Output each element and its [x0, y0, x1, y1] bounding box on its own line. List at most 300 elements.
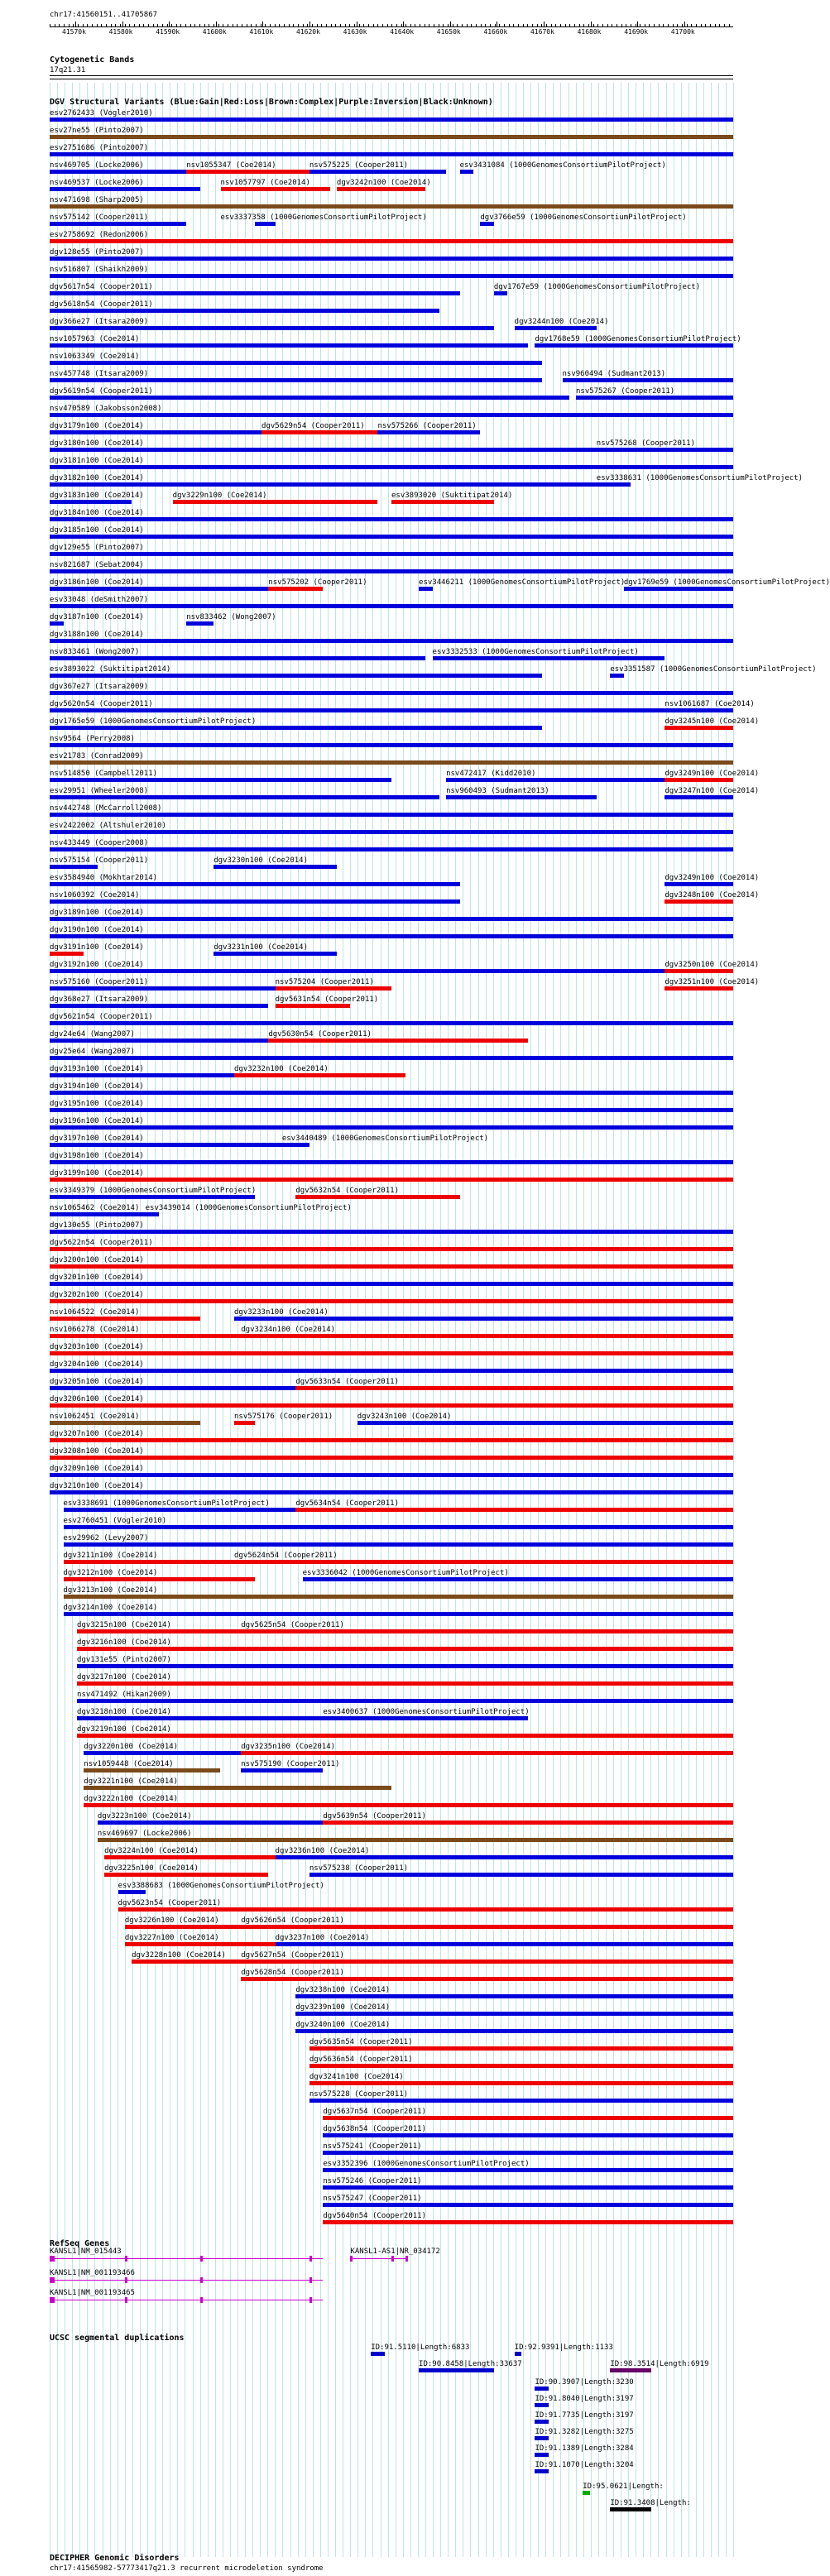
dgv-variant-bar[interactable] [309, 1873, 733, 1877]
dgv-variant-bar[interactable] [50, 222, 186, 226]
dgv-variant-bar[interactable] [419, 587, 433, 591]
dgv-variant-bar[interactable] [84, 1768, 220, 1772]
dgv-variant-label[interactable]: dgv5634n54 (Cooper2011) [295, 1499, 399, 1508]
dgv-variant-bar[interactable] [50, 482, 610, 487]
dgv-variant-label[interactable]: dgv3188n100 (Coe2014) [50, 631, 144, 639]
dgv-variant-label[interactable]: esv3349379 (1000GenomesConsortiumPilotProject) [50, 1187, 257, 1195]
dgv-variant-bar[interactable] [50, 1299, 733, 1303]
refseq-exon[interactable] [309, 2256, 312, 2262]
dgv-variant-bar[interactable] [77, 1647, 733, 1651]
dgv-variant-label[interactable]: nsv1066278 (Coe2014) [50, 1326, 140, 1334]
refseq-exon[interactable] [391, 2256, 394, 2262]
dgv-variant-bar[interactable] [323, 2168, 733, 2172]
dgv-variant-bar[interactable] [50, 708, 664, 712]
dgv-variant-bar[interactable] [563, 378, 734, 382]
dgv-variant-label[interactable]: dgv3245n100 (Coe2014) [664, 717, 760, 726]
dgv-variant-label[interactable]: esv2760451 (Vogler2010) [63, 1517, 167, 1525]
dgv-variant-bar[interactable] [84, 1803, 733, 1807]
dgv-variant-bar[interactable] [309, 2064, 733, 2068]
dgv-variant-label[interactable]: dgv3243n100 (Coe2014) [357, 1413, 452, 1421]
dgv-variant-label[interactable]: nsv457748 (Itsara2009) [50, 370, 149, 378]
dgv-variant-label[interactable]: dgv5636n54 (Cooper2011) [309, 2056, 413, 2064]
refseq-exon[interactable] [50, 2256, 55, 2262]
dgv-variant-bar[interactable] [173, 500, 378, 504]
segdup-bar[interactable] [535, 2420, 549, 2424]
dgv-variant-label[interactable]: dgv130e55 (Pinto2007) [50, 1221, 144, 1230]
dgv-variant-label[interactable]: dgv3180n100 (Coe2014) [50, 439, 144, 448]
dgv-variant-bar[interactable] [276, 1004, 351, 1008]
dgv-variant-label[interactable]: nsv960494 (Sudmant2013) [562, 370, 666, 378]
dgv-variant-label[interactable]: esv3584940 (Mokhtar2014) [50, 874, 158, 882]
dgv-variant-bar[interactable] [104, 1873, 268, 1877]
dgv-variant-bar[interactable] [98, 1820, 324, 1825]
dgv-variant-bar[interactable] [234, 1073, 405, 1077]
dgv-variant-bar[interactable] [50, 1178, 733, 1182]
segdup-bar[interactable] [535, 2387, 549, 2391]
segdup-bar[interactable] [535, 2436, 549, 2440]
dgv-variant-bar[interactable] [610, 674, 624, 678]
dgv-variant-label[interactable]: esv33048 (deSmith2007) [50, 596, 149, 604]
dgv-variant-label[interactable]: dgv3229n100 (Coe2014) [172, 492, 267, 500]
dgv-variant-bar[interactable] [125, 1942, 276, 1946]
dgv-variant-label[interactable]: dgv5629n54 (Cooper2011) [261, 422, 365, 430]
dgv-variant-bar[interactable] [186, 621, 213, 626]
dgv-variant-bar[interactable] [50, 1317, 200, 1321]
dgv-variant-label[interactable]: nsv960493 (Sudmant2013) [446, 787, 549, 795]
dgv-variant-label[interactable]: dgv25e64 (Wang2007) [50, 1048, 135, 1056]
dgv-variant-label[interactable]: dgv3249n100 (Coe2014) [664, 874, 760, 882]
dgv-variant-bar[interactable] [234, 1317, 733, 1321]
dgv-variant-bar[interactable] [323, 2185, 733, 2190]
dgv-variant-label[interactable]: dgv3236n100 (Coe2014) [275, 1847, 370, 1855]
dgv-variant-label[interactable]: esv2758692 (Redon2006) [50, 231, 149, 239]
dgv-variant-bar[interactable] [50, 1351, 733, 1355]
dgv-variant-label[interactable]: dgv128e55 (Pinto2007) [50, 248, 144, 257]
dgv-variant-bar[interactable] [323, 2116, 733, 2120]
dgv-variant-bar[interactable] [118, 1907, 733, 1912]
dgv-variant-label[interactable]: dgv5625n54 (Cooper2011) [241, 1621, 344, 1629]
dgv-variant-label[interactable]: dgv3192n100 (Coe2014) [50, 961, 144, 969]
dgv-variant-label[interactable]: dgv3224n100 (Coe2014) [104, 1847, 199, 1855]
dgv-variant-label[interactable]: dgv3197n100 (Coe2014) [50, 1134, 144, 1143]
dgv-variant-bar[interactable] [64, 1508, 296, 1512]
dgv-variant-label[interactable]: dgv3235n100 (Coe2014) [241, 1743, 336, 1751]
dgv-variant-bar[interactable] [50, 291, 460, 295]
dgv-variant-bar[interactable] [377, 430, 480, 434]
dgv-variant-bar[interactable] [50, 448, 610, 452]
dgv-variant-bar[interactable] [50, 917, 733, 921]
dgv-variant-label[interactable]: nsv472417 (Kidd2010) [446, 770, 536, 778]
dgv-variant-label[interactable]: esv3337358 (1000GenomesConsortiumPilotProject) [220, 213, 427, 222]
refseq-exon[interactable] [200, 2297, 203, 2303]
dgv-variant-bar[interactable] [50, 517, 733, 521]
dgv-variant-label[interactable]: dgv5628n54 (Cooper2011) [241, 1969, 344, 1977]
dgv-variant-label[interactable]: dgv5619n54 (Cooper2011) [50, 387, 153, 396]
dgv-variant-label[interactable]: dgv3205n100 (Coe2014) [50, 1378, 144, 1386]
dgv-variant-label[interactable]: dgv5627n54 (Cooper2011) [241, 1951, 344, 1960]
segdup-track-title[interactable]: UCSC segmental duplications [50, 2334, 185, 2343]
dgv-variant-bar[interactable] [664, 899, 733, 904]
dgv-variant-label[interactable]: dgv3198n100 (Coe2014) [50, 1152, 144, 1160]
dgv-variant-label[interactable]: dgv3225n100 (Coe2014) [104, 1864, 199, 1873]
dgv-variant-bar[interactable] [50, 604, 733, 608]
dgv-variant-bar[interactable] [664, 882, 733, 886]
segdup-label[interactable]: ID:90.8458|Length:33637 [419, 2360, 522, 2368]
dgv-variant-label[interactable]: nsv442748 (McCarroll2008) [50, 804, 162, 813]
dgv-variant-bar[interactable] [50, 847, 733, 851]
segdup-label[interactable]: ID:95.0621|Length: [583, 2482, 664, 2491]
dgv-variant-label[interactable]: dgv3189n100 (Coe2014) [50, 909, 144, 917]
dgv-variant-label[interactable]: dgv5637n54 (Cooper2011) [323, 2108, 427, 2116]
dgv-variant-label[interactable]: nsv1061687 (Coe2014) [664, 700, 755, 708]
dgv-variant-bar[interactable] [50, 1247, 733, 1251]
dgv-variant-label[interactable]: nsv575142 (Cooper2011) [50, 213, 149, 222]
dgv-variant-bar[interactable] [276, 1942, 733, 1946]
dgv-variant-label[interactable]: nsv471492 (Hikan2009) [77, 1691, 171, 1699]
dgv-variant-label[interactable]: dgv3209n100 (Coe2014) [50, 1465, 144, 1473]
dgv-variant-label[interactable]: esv3893022 (Suktitipat2014) [50, 665, 171, 674]
dgv-variant-bar[interactable] [50, 170, 186, 174]
dgv-variant-bar[interactable] [64, 1595, 733, 1599]
dgv-variant-bar[interactable] [255, 222, 276, 226]
dgv-variant-bar[interactable] [125, 1925, 241, 1929]
dgv-variant-label[interactable]: dgv3250n100 (Coe2014) [664, 961, 760, 969]
dgv-variant-bar[interactable] [98, 1838, 733, 1842]
dgv-variant-label[interactable]: nsv1057797 (Coe2014) [220, 179, 310, 187]
dgv-variant-bar[interactable] [234, 1421, 255, 1425]
refseq-exon[interactable] [200, 2277, 203, 2283]
dgv-variant-bar[interactable] [664, 726, 733, 730]
dgv-variant-label[interactable]: dgv3207n100 (Coe2014) [50, 1430, 144, 1438]
dgv-variant-label[interactable]: dgv3211n100 (Coe2014) [63, 1552, 158, 1560]
dgv-variant-label[interactable]: dgv5640n54 (Cooper2011) [323, 2212, 427, 2220]
refseq-exon[interactable] [405, 2256, 408, 2262]
dgv-variant-label[interactable]: nsv1062451 (Coe2014) [50, 1413, 140, 1421]
dgv-variant-bar[interactable] [323, 2133, 733, 2137]
dgv-variant-bar[interactable] [104, 1855, 276, 1859]
dgv-variant-label[interactable]: nsv575176 (Cooper2011) [234, 1413, 333, 1421]
dgv-variant-label[interactable]: nsv575160 (Cooper2011) [50, 978, 149, 986]
dgv-variant-label[interactable]: dgv3212n100 (Coe2014) [63, 1569, 158, 1577]
dgv-variant-label[interactable]: nsv575246 (Cooper2011) [323, 2177, 422, 2185]
dgv-variant-label[interactable]: esv3893020 (Suktitipat2014) [391, 492, 513, 500]
dgv-variant-label[interactable]: dgv366e27 (Itsara2009) [50, 318, 149, 326]
dgv-variant-label[interactable]: dgv24e64 (Wang2007) [50, 1030, 135, 1039]
dgv-variant-bar[interactable] [50, 969, 699, 973]
dgv-variant-bar[interactable] [50, 830, 733, 834]
dgv-variant-label[interactable]: dgv3248n100 (Coe2014) [664, 891, 760, 899]
dgv-variant-label[interactable]: nsv821687 (Sebat2004) [50, 561, 144, 569]
dgv-variant-label[interactable]: nsv1055347 (Coe2014) [186, 161, 276, 170]
dgv-variant-label[interactable]: nsv1064522 (Coe2014) [50, 1308, 140, 1317]
dgv-variant-label[interactable]: dgv5631n54 (Cooper2011) [275, 995, 379, 1004]
dgv-variant-bar[interactable] [50, 465, 733, 469]
dgv-variant-label[interactable]: dgv3200n100 (Coe2014) [50, 1256, 144, 1264]
dgv-variant-bar[interactable] [50, 1490, 733, 1494]
dgv-variant-bar[interactable] [64, 1612, 733, 1616]
dgv-variant-label[interactable]: dgv1765e59 (1000GenomesConsortiumPilotProject) [50, 717, 257, 726]
dgv-variant-bar[interactable] [276, 1855, 733, 1859]
refseq-gene-label[interactable]: KANSL1-AS1|NR_034172 [350, 2247, 440, 2256]
dgv-variant-label[interactable]: dgv3190n100 (Coe2014) [50, 926, 144, 934]
dgv-variant-bar[interactable] [337, 187, 425, 191]
dgv-variant-label[interactable]: esv2762433 (Vogler2010) [50, 109, 153, 118]
dgv-variant-bar[interactable] [50, 309, 439, 313]
dgv-variant-bar[interactable] [77, 1734, 733, 1738]
dgv-variant-label[interactable]: dgv367e27 (Itsara2009) [50, 683, 149, 691]
dgv-variant-bar[interactable] [295, 1386, 733, 1390]
dgv-variant-bar[interactable] [50, 569, 733, 573]
dgv-variant-bar[interactable] [50, 1160, 733, 1164]
dgv-variant-label[interactable]: esv3439014 (1000GenomesConsortiumPilotProject) [145, 1204, 352, 1212]
dgv-variant-label[interactable]: esv3440489 (1000GenomesConsortiumPilotProject) [281, 1134, 489, 1143]
dgv-variant-bar[interactable] [241, 1960, 733, 1964]
dgv-variant-label[interactable]: dgv3220n100 (Coe2014) [84, 1743, 179, 1751]
dgv-variant-bar[interactable] [50, 1108, 733, 1112]
dgv-variant-bar[interactable] [515, 326, 597, 330]
dgv-variant-label[interactable]: dgv1768e59 (1000GenomesConsortiumPilotProject) [535, 335, 741, 343]
dgv-variant-label[interactable]: nsv516807 (Shaikh2009) [50, 266, 149, 274]
segdup-label[interactable]: ID:91.1070|Length:3204 [535, 2461, 634, 2469]
dgv-variant-bar[interactable] [597, 482, 631, 487]
dgv-variant-bar[interactable] [597, 448, 733, 452]
refseq-exon[interactable] [309, 2277, 312, 2283]
segdup-label[interactable]: ID:91.3282|Length:3275 [535, 2428, 634, 2436]
dgv-variant-bar[interactable] [460, 170, 474, 174]
dgv-variant-bar[interactable] [309, 2046, 733, 2051]
dgv-variant-bar[interactable] [50, 952, 84, 956]
dgv-variant-bar[interactable] [50, 795, 439, 799]
dgv-variant-label[interactable]: nsv9564 (Perry2008) [50, 735, 135, 743]
dgv-variant-label[interactable]: dgv3210n100 (Coe2014) [50, 1482, 144, 1490]
dgv-variant-bar[interactable] [186, 170, 309, 174]
dgv-variant-bar[interactable] [664, 708, 733, 712]
dgv-variant-label[interactable]: dgv3219n100 (Coe2014) [77, 1725, 171, 1734]
dgv-variant-bar[interactable] [50, 1021, 733, 1025]
dgv-variant-bar[interactable] [664, 986, 733, 991]
dgv-variant-bar[interactable] [446, 795, 597, 799]
dgv-variant-bar[interactable] [50, 343, 528, 348]
dgv-variant-label[interactable]: dgv3181n100 (Coe2014) [50, 457, 144, 465]
dgv-variant-bar[interactable] [309, 2099, 733, 2103]
dgv-variant-bar[interactable] [50, 1438, 733, 1442]
dgv-variant-bar[interactable] [50, 986, 289, 991]
dgv-variant-bar[interactable] [50, 1143, 289, 1147]
dgv-variant-label[interactable]: dgv3202n100 (Coe2014) [50, 1291, 144, 1299]
dgv-variant-label[interactable]: dgv3238n100 (Coe2014) [295, 1986, 391, 1994]
dgv-variant-label[interactable]: nsv575154 (Cooper2011) [50, 856, 149, 865]
dgv-variant-bar[interactable] [50, 778, 391, 782]
refseq-exon[interactable] [125, 2297, 127, 2303]
dgv-variant-bar[interactable] [213, 952, 337, 956]
dgv-variant-label[interactable]: dgv3204n100 (Coe2014) [50, 1360, 144, 1369]
dgv-variant-bar[interactable] [323, 1716, 528, 1720]
dgv-variant-label[interactable]: dgv3240n100 (Coe2014) [295, 2021, 391, 2029]
dgv-variant-label[interactable]: esv29951 (Wheeler2008) [50, 787, 149, 795]
dgv-variant-bar[interactable] [50, 1091, 733, 1095]
dgv-variant-bar[interactable] [50, 639, 733, 643]
dgv-variant-bar[interactable] [50, 726, 542, 730]
dgv-variant-bar[interactable] [664, 969, 733, 973]
cytoband-ideogram[interactable] [50, 75, 733, 79]
dgv-variant-bar[interactable] [50, 1195, 255, 1199]
dgv-variant-label[interactable]: esv3431084 (1000GenomesConsortiumPilotProject) [459, 161, 666, 170]
dgv-variant-label[interactable]: dgv3195n100 (Coe2014) [50, 1100, 144, 1108]
dgv-variant-label[interactable]: dgv3193n100 (Coe2014) [50, 1065, 144, 1073]
dgv-variant-bar[interactable] [357, 1421, 733, 1425]
dgv-variant-label[interactable]: dgv5635n54 (Cooper2011) [309, 2038, 413, 2046]
dgv-variant-bar[interactable] [64, 1577, 255, 1581]
dgv-variant-bar[interactable] [50, 813, 733, 817]
dgv-track-title[interactable]: DGV Structural Variants (Blue:Gain|Red:Loss|Brown:Complex|Purple:Inversion|Black:Unknown) [50, 98, 493, 107]
dgv-variant-bar[interactable] [282, 1143, 309, 1147]
dgv-variant-bar[interactable] [221, 187, 330, 191]
dgv-variant-bar[interactable] [50, 1369, 733, 1373]
dgv-variant-label[interactable]: nsv575202 (Cooper2011) [268, 578, 367, 587]
dgv-variant-label[interactable]: dgv3216n100 (Coe2014) [77, 1638, 171, 1647]
dgv-variant-bar[interactable] [50, 396, 569, 400]
dgv-variant-bar[interactable] [50, 1403, 733, 1408]
dgv-variant-label[interactable]: dgv3239n100 (Coe2014) [295, 2003, 391, 2012]
dgv-variant-label[interactable]: nsv833462 (Wong2007) [186, 613, 276, 621]
dgv-variant-bar[interactable] [84, 1751, 241, 1755]
dgv-variant-bar[interactable] [664, 778, 733, 782]
dgv-variant-bar[interactable] [50, 239, 733, 243]
dgv-variant-bar[interactable] [50, 361, 542, 365]
dgv-variant-bar[interactable] [50, 691, 733, 695]
dgv-variant-bar[interactable] [535, 343, 733, 348]
dgv-variant-bar[interactable] [241, 1925, 733, 1929]
dgv-variant-bar[interactable] [241, 1977, 733, 1981]
dgv-variant-bar[interactable] [323, 1820, 733, 1825]
dgv-variant-label[interactable]: dgv3226n100 (Coe2014) [124, 1916, 219, 1925]
dgv-variant-label[interactable]: dgv1767e59 (1000GenomesConsortiumPilotProject) [493, 283, 701, 291]
dgv-variant-label[interactable]: dgv5624n54 (Cooper2011) [234, 1552, 338, 1560]
dgv-variant-label[interactable]: dgv5617n54 (Cooper2011) [50, 283, 153, 291]
refseq-exon[interactable] [309, 2297, 312, 2303]
dgv-variant-bar[interactable] [50, 865, 98, 869]
dgv-variant-label[interactable]: nsv575247 (Cooper2011) [323, 2195, 422, 2203]
dgv-variant-bar[interactable] [268, 1039, 528, 1043]
dgv-variant-label[interactable]: esv27ne55 (Pinto2007) [50, 127, 144, 135]
dgv-variant-bar[interactable] [50, 257, 733, 261]
dgv-variant-bar[interactable] [241, 1334, 733, 1338]
dgv-variant-label[interactable]: nsv469697 (Locke2006) [97, 1830, 192, 1838]
dgv-variant-label[interactable]: dgv3217n100 (Coe2014) [77, 1673, 171, 1681]
dgv-variant-bar[interactable] [50, 378, 542, 382]
dgv-variant-label[interactable]: nsv470589 (Jakobsson2008) [50, 405, 162, 413]
dgv-variant-bar[interactable] [50, 1056, 733, 1060]
dgv-variant-label[interactable]: dgv3251n100 (Coe2014) [664, 978, 760, 986]
dgv-variant-bar[interactable] [50, 274, 733, 278]
dgv-variant-bar[interactable] [50, 587, 268, 591]
dgv-variant-bar[interactable] [77, 1664, 733, 1668]
dgv-variant-label[interactable]: dgv368e27 (Itsara2009) [50, 995, 149, 1004]
dgv-variant-bar[interactable] [84, 1786, 391, 1790]
dgv-variant-label[interactable]: dgv3233n100 (Coe2014) [234, 1308, 329, 1317]
segdup-label[interactable]: ID:91.1389|Length:3284 [535, 2444, 634, 2453]
dgv-variant-bar[interactable] [146, 1212, 160, 1216]
segdup-label[interactable]: ID:91.3408|Length: [610, 2499, 691, 2507]
dgv-variant-label[interactable]: esv2751686 (Pinto2007) [50, 144, 149, 152]
dgv-variant-label[interactable]: dgv3184n100 (Coe2014) [50, 509, 144, 517]
dgv-variant-bar[interactable] [50, 1039, 268, 1043]
dgv-variant-bar[interactable] [50, 552, 733, 556]
dgv-variant-bar[interactable] [50, 1230, 733, 1234]
dgv-variant-bar[interactable] [64, 1542, 733, 1547]
dgv-variant-label[interactable]: esv29962 (Levy2007) [63, 1534, 149, 1542]
dgv-variant-label[interactable]: esv2422002 (Altshuler2010) [50, 822, 166, 830]
dgv-variant-bar[interactable] [50, 674, 542, 678]
dgv-variant-label[interactable]: nsv1063349 (Coe2014) [50, 353, 140, 361]
dgv-variant-bar[interactable] [50, 326, 494, 330]
segdup-bar[interactable] [535, 2403, 549, 2407]
dgv-variant-label[interactable]: dgv3183n100 (Coe2014) [50, 492, 144, 500]
dgv-variant-bar[interactable] [323, 2151, 733, 2155]
dgv-variant-label[interactable]: esv3338631 (1000GenomesConsortiumPilotProject) [596, 474, 804, 482]
dgv-variant-bar[interactable] [50, 1125, 733, 1130]
dgv-variant-bar[interactable] [241, 1768, 323, 1772]
dgv-variant-bar[interactable] [50, 1264, 733, 1269]
dgv-variant-bar[interactable] [50, 204, 733, 209]
dgv-variant-bar[interactable] [50, 882, 460, 886]
dgv-variant-bar[interactable] [50, 1073, 241, 1077]
dgv-variant-bar[interactable] [494, 291, 508, 295]
dgv-variant-label[interactable]: dgv5632n54 (Cooper2011) [295, 1187, 399, 1195]
dgv-variant-bar[interactable] [303, 1577, 733, 1581]
dgv-variant-bar[interactable] [50, 760, 733, 765]
dgv-variant-bar[interactable] [50, 152, 733, 156]
dgv-variant-bar[interactable] [50, 535, 733, 539]
dgv-variant-label[interactable]: nsv575238 (Cooper2011) [309, 1864, 409, 1873]
dgv-variant-label[interactable]: dgv3244n100 (Coe2014) [514, 318, 609, 326]
dgv-variant-bar[interactable] [323, 2203, 733, 2207]
segdup-bar[interactable] [583, 2491, 589, 2495]
dgv-variant-label[interactable]: dgv5638n54 (Cooper2011) [323, 2125, 427, 2133]
dgv-variant-label[interactable]: dgv3230n100 (Coe2014) [213, 856, 309, 865]
dgv-variant-bar[interactable] [64, 1525, 733, 1529]
dgv-variant-bar[interactable] [50, 1334, 241, 1338]
segdup-bar[interactable] [419, 2368, 494, 2372]
dgv-variant-label[interactable]: esv3338691 (1000GenomesConsortiumPilotProject) [63, 1499, 270, 1508]
dgv-variant-bar[interactable] [50, 899, 460, 904]
segdup-label[interactable]: ID:91.7735|Length:3197 [535, 2411, 634, 2420]
dgv-variant-label[interactable]: nsv1065462 (Coe2014) [50, 1204, 140, 1212]
refseq-exon[interactable] [200, 2256, 203, 2262]
dgv-variant-label[interactable]: nsv469537 (Locke2006) [50, 179, 144, 187]
dgv-variant-bar[interactable] [50, 413, 733, 417]
dgv-variant-label[interactable]: dgv3214n100 (Coe2014) [63, 1604, 158, 1612]
dgv-variant-label[interactable]: dgv3206n100 (Coe2014) [50, 1395, 144, 1403]
dgv-variant-bar[interactable] [118, 1890, 146, 1894]
dgv-variant-bar[interactable] [64, 1560, 235, 1564]
segdup-label[interactable]: ID:92.9391|Length:1133 [514, 2343, 613, 2352]
dgv-variant-label[interactable]: dgv3213n100 (Coe2014) [63, 1586, 158, 1595]
dgv-variant-label[interactable]: dgv3203n100 (Coe2014) [50, 1343, 144, 1351]
dgv-variant-bar[interactable] [309, 2081, 733, 2085]
dgv-variant-label[interactable]: dgv3232n100 (Coe2014) [234, 1065, 329, 1073]
dgv-variant-bar[interactable] [50, 135, 733, 139]
dgv-variant-label[interactable]: dgv3215n100 (Coe2014) [77, 1621, 171, 1629]
dgv-variant-label[interactable]: nsv575267 (Cooper2011) [576, 387, 675, 396]
dgv-variant-bar[interactable] [433, 656, 665, 660]
dgv-variant-label[interactable]: esv3336042 (1000GenomesConsortiumPilotProject) [302, 1569, 509, 1577]
dgv-variant-bar[interactable] [261, 430, 377, 434]
dgv-variant-bar[interactable] [480, 222, 494, 226]
dgv-variant-bar[interactable] [50, 430, 261, 434]
segdup-label[interactable]: ID:91.5110|Length:6833 [371, 2343, 470, 2352]
dgv-variant-label[interactable]: dgv3234n100 (Coe2014) [241, 1326, 336, 1334]
